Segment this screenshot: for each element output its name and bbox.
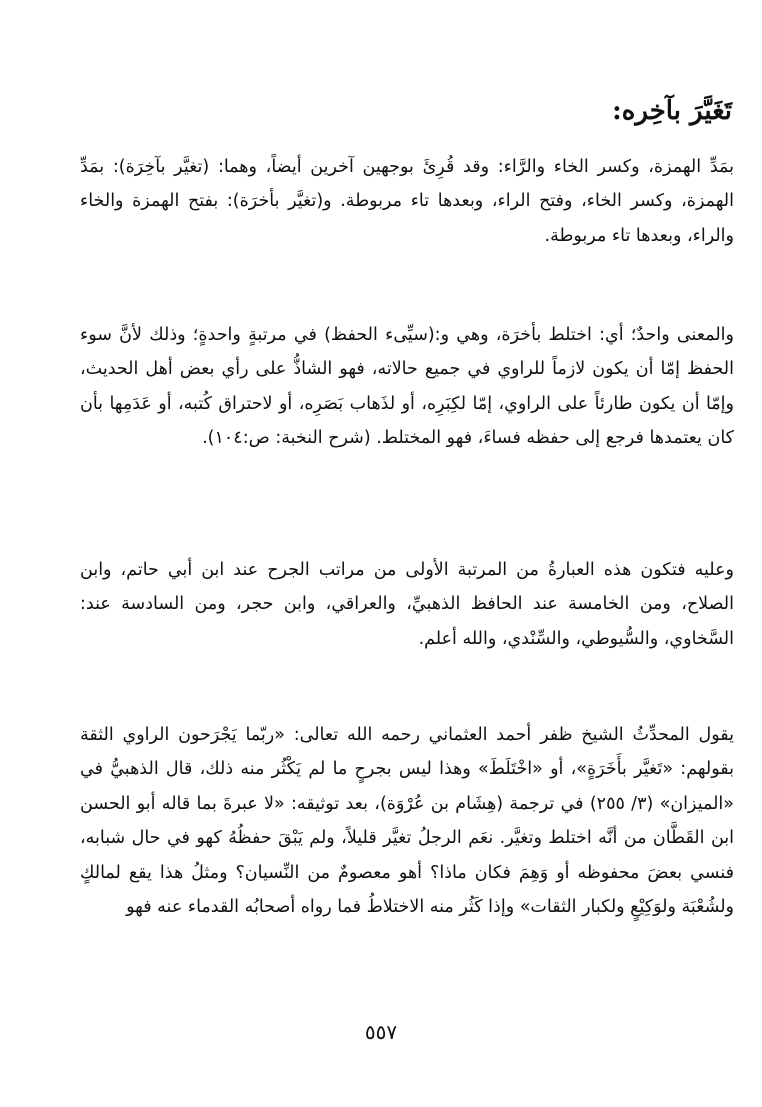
paragraph-text: بمَدِّ الهمزة، وكسر الخاء والرَّاء: وقد قُرِئَ بوجهين آخرين أيضاً، وهما: (تغيَّر بآخِرَة): بمَدِّ الهمزة، وكسر الخاء، وفتح الراء، وبعدها تاء مربوطة. و(تغيَّر بأخرَة): بفتح الهمزة والخاء والراء، وبعدها تاء مربوطة. [80, 157, 734, 246]
paragraph-text: وعليه فتكون هذه العبارةُ من المرتبة الأولى من مراتب الجرح عند ابن أبي حاتم، وابن الصلاح، ومن الخامسة عند الحافظ الذهبيِّ، والعراقي، وابن حجر، ومن السادسة عند: السَّخاوي، والسُّيوطي، والسِّنْدي، والله أعلم. [80, 560, 734, 649]
section-heading: تَغَيَّرَ بآخِره: [612, 96, 732, 126]
page-number: ٥٥٧ [364, 1020, 398, 1044]
paragraph-text: والمعنى واحدٌ؛ أي: اختلط بأخرَة، وهي و:(سيِّىء الحفظ) في مرتبةٍ واحدةٍ؛ وذلك لأنَّ سوء الحفظ إمّا أن يكون لازماً للراوي في جميع حالاته، فهو الشاذُّ على رأي بعض أهل الحديث، وإمّا أن يكون طارئاً على الراوي، إمّا لكِبَرِه، أو لذَهاب بَصَرِه، أو لاحتراق كُتبه، أو عَدَمِها بأن كان يعتمدها فرجع إلى حفظه فساءَ، فهو المختلط. (شرح النخبة: ص:١٠٤). [80, 325, 734, 449]
paragraph-quote [80, 718, 734, 924]
paragraph-meaning [80, 318, 734, 456]
paragraph-ranking [80, 553, 734, 656]
paragraph-pronunciation [80, 150, 734, 253]
paragraph-text: يقول المحدِّثُ الشيخ ظفر أحمد العثماني رحمه الله تعالى: «ربّما يَجْرَحون الراوي الثقة بقولهم: «تَغيَّر بأَخَرَةٍ»، أو «اخْتَلَطَ» وهذا ليس بجرحٍ ما لم يَكْثُر منه ذلك، قال الذهبيُّ في «الميزان» (٣/ ٢٥٥) في ترجمة (هِشَام بن عُرْوَة)، بعد توثيقه: «لا عبرةَ بما قاله أبو الحسن ابن القَطَّان من أنَّه اختلط وتغيَّر. نعَم الرجلُ تغيَّر قليلاً، ولم يَبْقَ حفظُهُ كهو في حال شبابه، فنسي بعضَ محفوظه أو وَهِمَ فكان ماذا؟ أهو معصومٌ من النِّسيان؟ ومثلُ هذا يقع لمالكٍ ولشُعْبَة ولوَكِيْعٍ ولكبار الثقات» وإذا كَثُر منه الاختلاطُ فما رواه أصحابُه القدماء عنه فهو [80, 725, 734, 918]
